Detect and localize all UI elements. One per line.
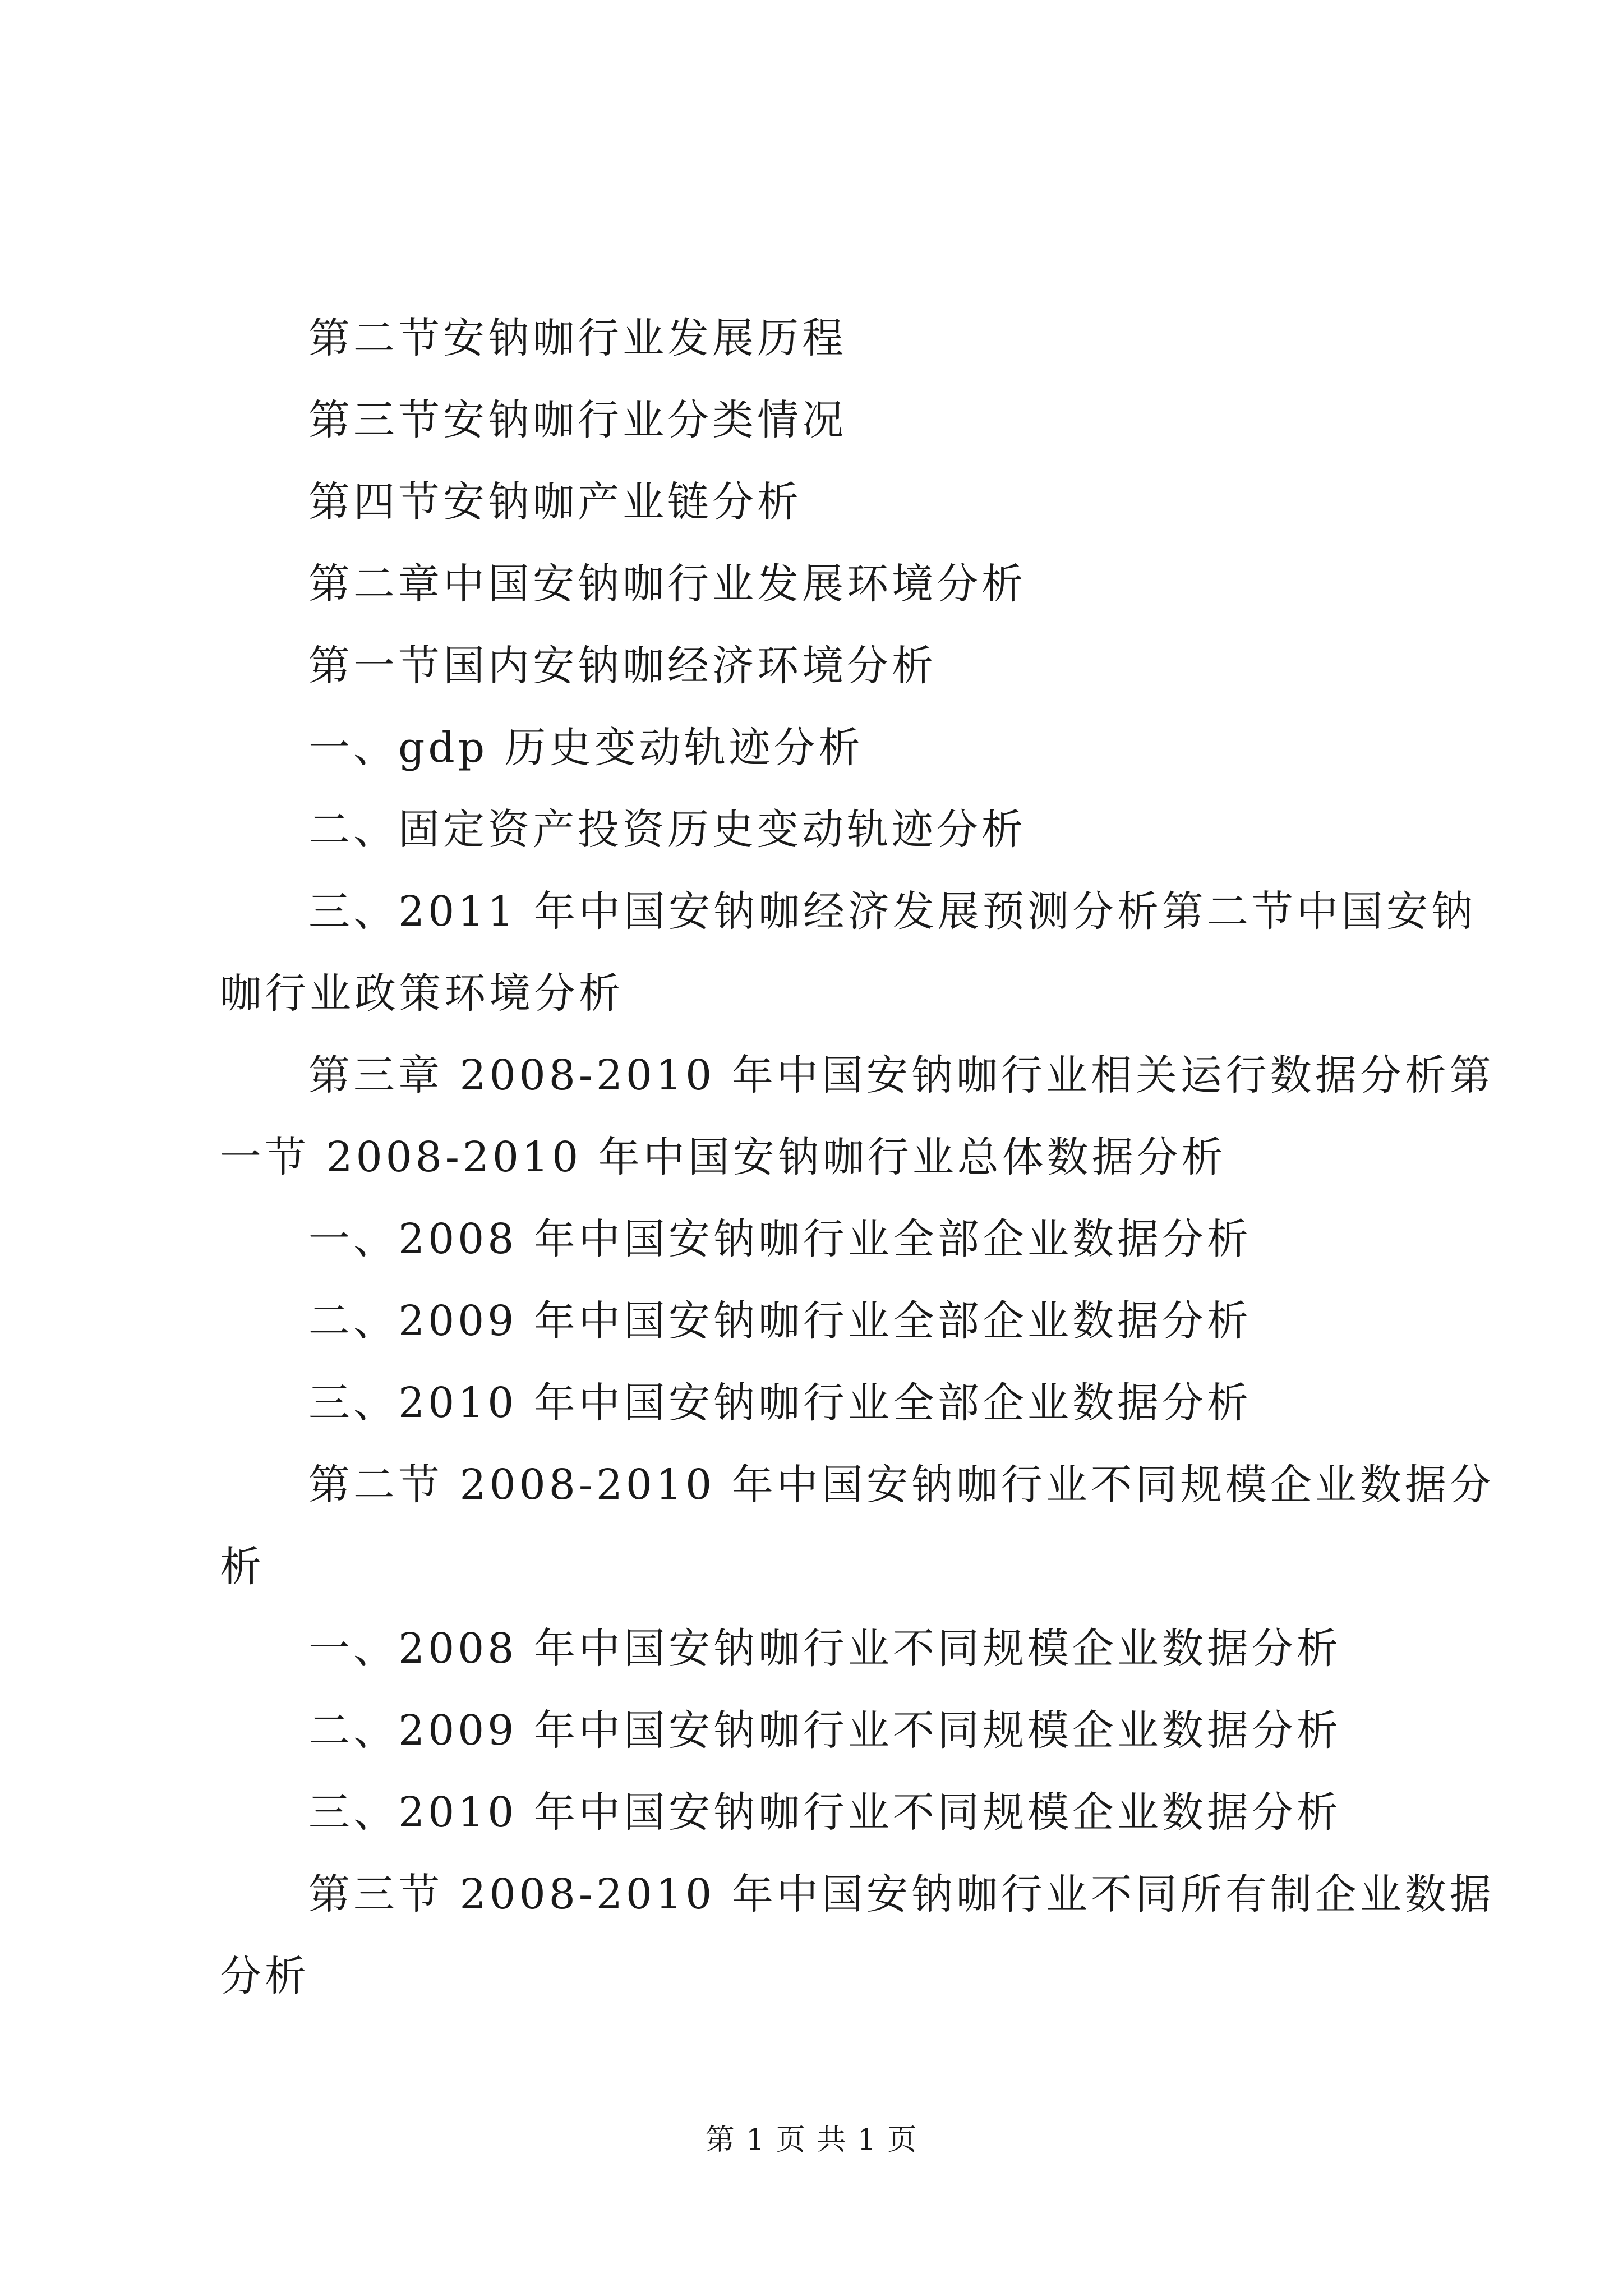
toc-line: 一、2008 年中国安钠咖行业全部企业数据分析 (308, 1215, 1252, 1263)
toc-line: 第二节安钠咖行业发展历程 (308, 314, 847, 362)
toc-line: 第三章 2008-2010 年中国安钠咖行业相关运行数据分析第 (308, 1051, 1495, 1099)
toc-line: 一、gdp 历史变动轨迹分析 (308, 724, 864, 772)
page-footer: 第 1 页 共 1 页 (705, 2123, 918, 2157)
document-body (220, 297, 1495, 2017)
toc-line-continuation: 分析 (220, 1952, 310, 2000)
toc-line: 二、2009 年中国安钠咖行业全部企业数据分析 (308, 1297, 1252, 1345)
toc-line: 第三节安钠咖行业分类情况 (308, 396, 847, 444)
toc-line: 第四节安钠咖产业链分析 (308, 478, 802, 526)
toc-line: 第二节 2008-2010 年中国安钠咖行业不同规模企业数据分 (308, 1461, 1495, 1509)
toc-line: 二、固定资产投资历史变动轨迹分析 (308, 806, 1026, 854)
toc-line: 第一节国内安钠咖经济环境分析 (308, 642, 937, 690)
toc-line: 一、2008 年中国安钠咖行业不同规模企业数据分析 (308, 1625, 1341, 1673)
toc-line: 二、2009 年中国安钠咖行业不同规模企业数据分析 (308, 1706, 1341, 1755)
toc-line-continuation: 一节 2008-2010 年中国安钠咖行业总体数据分析 (220, 1133, 1227, 1181)
toc-line: 第三节 2008-2010 年中国安钠咖行业不同所有制企业数据 (308, 1870, 1495, 1918)
toc-line: 三、2010 年中国安钠咖行业全部企业数据分析 (308, 1379, 1252, 1427)
toc-line: 三、2010 年中国安钠咖行业不同规模企业数据分析 (308, 1788, 1341, 1837)
toc-line: 三、2011 年中国安钠咖经济发展预测分析第二节中国安钠 (308, 887, 1476, 936)
toc-line-continuation: 析 (220, 1543, 265, 1591)
toc-line: 第二章中国安钠咖行业发展环境分析 (308, 560, 1026, 608)
toc-line-continuation: 咖行业政策环境分析 (220, 969, 624, 1018)
